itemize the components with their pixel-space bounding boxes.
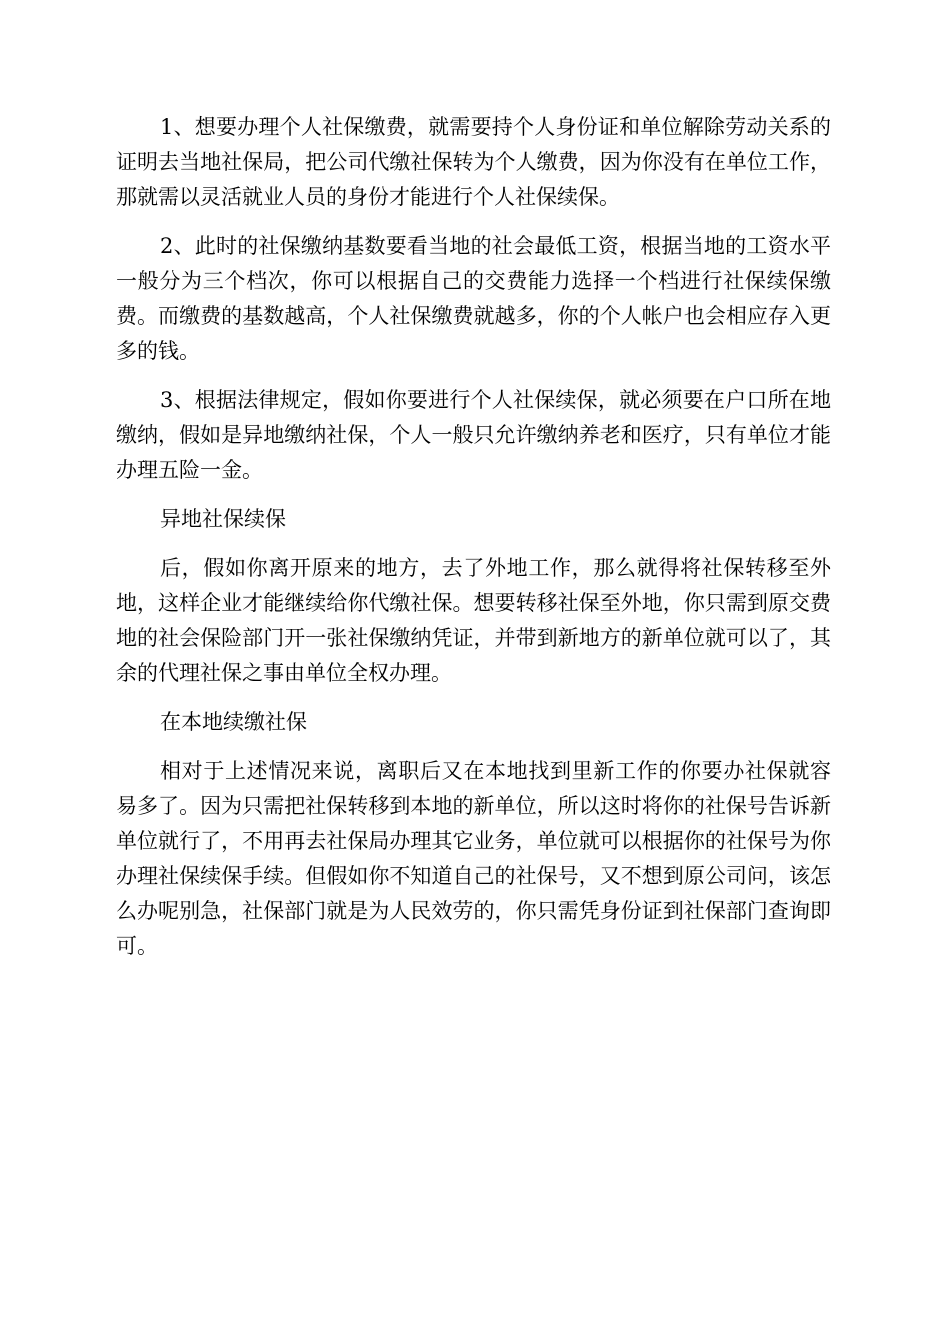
document-page — [116, 110, 831, 978]
paragraph-4: 后，假如你离开原来的地方，去了外地工作，那么就得将社保转移至外地，这样企业才能继续给你代缴社保。想要转移社保至外地，你只需到原交费地的社会保险部门开一张社保缴纳凭证，并带到新地方的新单位就可以了，其余的代理社保之事由单位全权办理。 — [116, 556, 831, 685]
section-heading-remote: 异地社保续保 — [160, 507, 286, 531]
paragraph-1: 1、想要办理个人社保缴费，就需要持个人身份证和单位解除劳动关系的证明去当地社保局，把公司代缴社保转为个人缴费，因为你没有在单位工作，那就需以灵活就业人员的身份才能进行个人社保续保。 — [116, 115, 831, 209]
paragraph-5: 相对于上述情况来说，离职后又在本地找到里新工作的你要办社保就容易多了。因为只需把社保转移到本地的新单位，所以这时将你的社保号告诉新单位就行了，不用再去社保局办理其它业务，单位就可以根据你的社保号为你办理社保续保手续。但假如你不知道自己的社保号，又不想到原公司问，该怎么办呢别急，社保部门就是为人民效劳的，你只需凭身份证到社保部门查询即可。 — [116, 759, 831, 958]
paragraph-3: 3、根据法律规定，假如你要进行个人社保续保，就必须要在户口所在地缴纳，假如是异地缴纳社保，个人一般只允许缴纳养老和医疗，只有单位才能办理五险一金。 — [116, 388, 831, 482]
paragraph-2: 2、此时的社保缴纳基数要看当地的社会最低工资，根据当地的工资水平一般分为三个档次，你可以根据自己的交费能力选择一个档进行社保续保缴费。而缴费的基数越高，个人社保缴费就越多，你的个人帐户也会相应存入更多的钱。 — [116, 234, 831, 363]
section-heading-local: 在本地续缴社保 — [160, 710, 307, 734]
